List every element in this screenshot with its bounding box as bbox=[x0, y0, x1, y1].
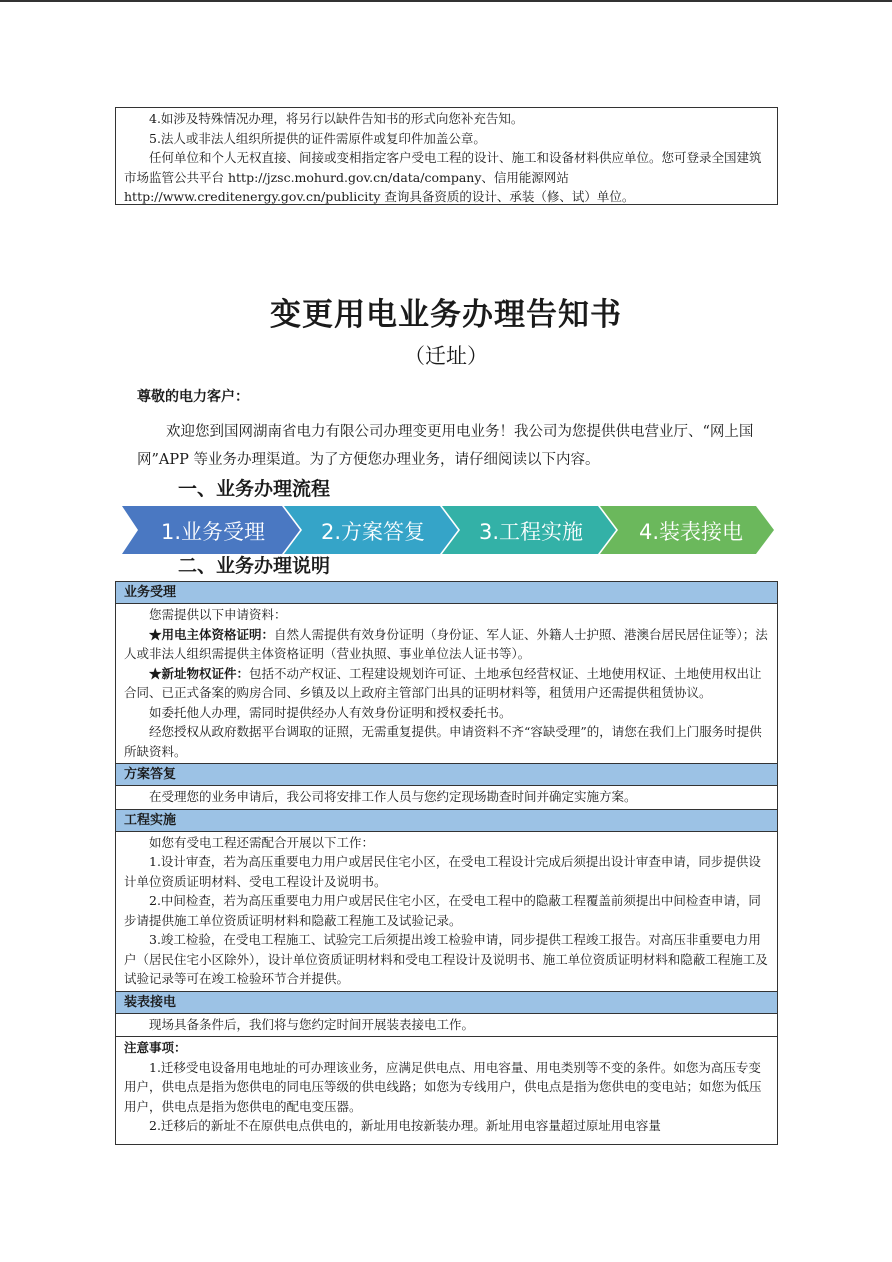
previous-notice-box bbox=[115, 107, 778, 205]
document-subtitle: （迁址） bbox=[404, 344, 488, 368]
business-description-table bbox=[115, 581, 778, 1145]
greeting: 尊敬的电力客户： bbox=[137, 389, 249, 405]
notes-body bbox=[116, 1036, 777, 1138]
meter-body bbox=[116, 1014, 777, 1037]
process-flow bbox=[122, 506, 774, 554]
construction-body bbox=[116, 832, 777, 991]
identity-proof-text: 自然人需提供有效身份证明（身份证、军人证、外籍人士护照、港澳台居民居住证等）；法人或非法人组织需提供主体资格证明（营业执照、事业单位法人证书等）。 bbox=[124, 626, 768, 661]
intro-paragraph: 欢迎您到国网湖南省电力有限公司办理变更用电业务！我公司为您提供供电营业厅、“网上国网”APP 等业务办理渠道。为了方便您办理业务，请仔细阅读以下内容。 bbox=[137, 424, 754, 468]
flow-step-2 bbox=[284, 506, 458, 554]
missing-docs-note: 经您授权从政府数据平台调取的证照，无需重复提供。申请资料不齐“容缺受理”的，请您在我们上门服务时提供所缺资料。 bbox=[124, 724, 762, 759]
construction-intro: 如您有受电工程还需配合开展以下工作： bbox=[149, 834, 375, 850]
flow-step-3 bbox=[442, 506, 616, 554]
flow-step-2-label: 2.方案答复 bbox=[320, 520, 426, 544]
flow-step-1 bbox=[122, 506, 300, 554]
property-proof-label: ★新址物权证件： bbox=[149, 665, 250, 681]
flow-step-4 bbox=[600, 506, 774, 554]
plan-text: 在受理您的业务申请后，我公司将安排工作人员与您约定现场勘查时间并确定实施方案。 bbox=[149, 789, 637, 804]
completion-inspection-item: 3.竣工检验，在受电工程施工、试验完工后须提出竣工检验申请，同步提供工程竣工报告。对高压非重要电力用户（居民住宅小区除外），设计单位资质证明材料和受电工程设计及说明书、施工单位资质证明材料和隐蔽工程施工及试验记录等可在竣工检验环节合并提供。 bbox=[124, 932, 768, 986]
flow-step-1-label: 1.业务受理 bbox=[160, 520, 266, 544]
page-top-border bbox=[0, 0, 892, 2]
process-flow-graphic bbox=[122, 506, 774, 554]
acceptance-body bbox=[116, 604, 777, 763]
plan-header: 方案答复 bbox=[116, 763, 777, 786]
section-heading-process: 一、业务办理流程 bbox=[178, 478, 331, 500]
notes-header: 注意事项： bbox=[124, 1040, 187, 1055]
meter-text: 现场具备条件后，我们将与您约定时间开展装表接电工作。 bbox=[149, 1016, 475, 1032]
design-review-item: 1.设计审查，若为高压重要电力用户或居民住宅小区，在受电工程设计完成后须提出设计审查申请，同步提供设计单位资质证明材料、受电工程设计及说明书。 bbox=[124, 854, 761, 889]
section-heading-description: 二、业务办理说明 bbox=[178, 555, 331, 577]
identity-proof-item bbox=[124, 625, 769, 664]
property-proof-text: 包括不动产权证、工程建设规划许可证、土地承包经营权证、土地使用权证、土地使用权出让合同、已正式备案的购房合同、乡镇及以上政府主管部门出具的证明材料等，租赁用户还需提供租赁协议。 bbox=[124, 665, 762, 700]
acceptance-intro: 您需提供以下申请资料： bbox=[149, 607, 287, 622]
notice-item-4: 4.如涉及特殊情况办理，将另行以缺件告知书的形式向您补充告知。 bbox=[149, 111, 524, 126]
plan-body bbox=[116, 786, 777, 809]
construction-header: 工程实施 bbox=[116, 809, 777, 832]
property-proof-item bbox=[124, 664, 769, 703]
flow-step-4-label: 4.装表接电 bbox=[638, 520, 744, 544]
notice-item-5: 5.法人或非法人组织所提供的证件需原件或复印件加盖公章。 bbox=[149, 130, 486, 146]
flow-step-3-label: 3.工程实施 bbox=[478, 520, 584, 544]
proxy-note: 如委托他人办理，需同时提供经办人有效身份证明和授权委托书。 bbox=[149, 704, 512, 720]
acceptance-header: 业务受理 bbox=[116, 582, 777, 604]
notes-item-1: 1.迁移受电设备用电地址的可办理该业务，应满足供电点、用电容量、用电类别等不变的条件。如您为高压专变用户，供电点是指为您供电的同电压等级的供电线路；如您为专线用户，供电点是指为您供电的变电站；如您为低压用户，供电点是指为您供电的配电变压器。 bbox=[124, 1059, 762, 1114]
intermediate-check-item: 2.中间检查，若为高压重要电力用户或居民住宅小区，在受电工程中的隐蔽工程覆盖前须提出中间检查申请，同步请提供施工单位资质证明材料和隐蔽工程施工及试验记录。 bbox=[124, 893, 761, 928]
meter-header: 装表接电 bbox=[116, 991, 777, 1014]
notes-item-2: 2.迁移后的新址不在原供电点供电的，新址用电按新装办理。新址用电容量超过原址用电容量 bbox=[149, 1118, 661, 1133]
qualification-notice: 任何单位和个人无权直接、间接或变相指定客户受电工程的设计、施工和设备材料供应单位。您可登录全国建筑市场监管公共平台 http://jzsc.mohurd.gov.cn/data/company、信用能源网站 http://www.creditenergy.gov.cn/publicity 查询具备资质的设计、承装（修、试）单位。 bbox=[124, 150, 762, 204]
document-title: 变更用电业务办理告知书 bbox=[270, 297, 622, 333]
identity-proof-label: ★用电主体资格证明： bbox=[149, 626, 275, 642]
